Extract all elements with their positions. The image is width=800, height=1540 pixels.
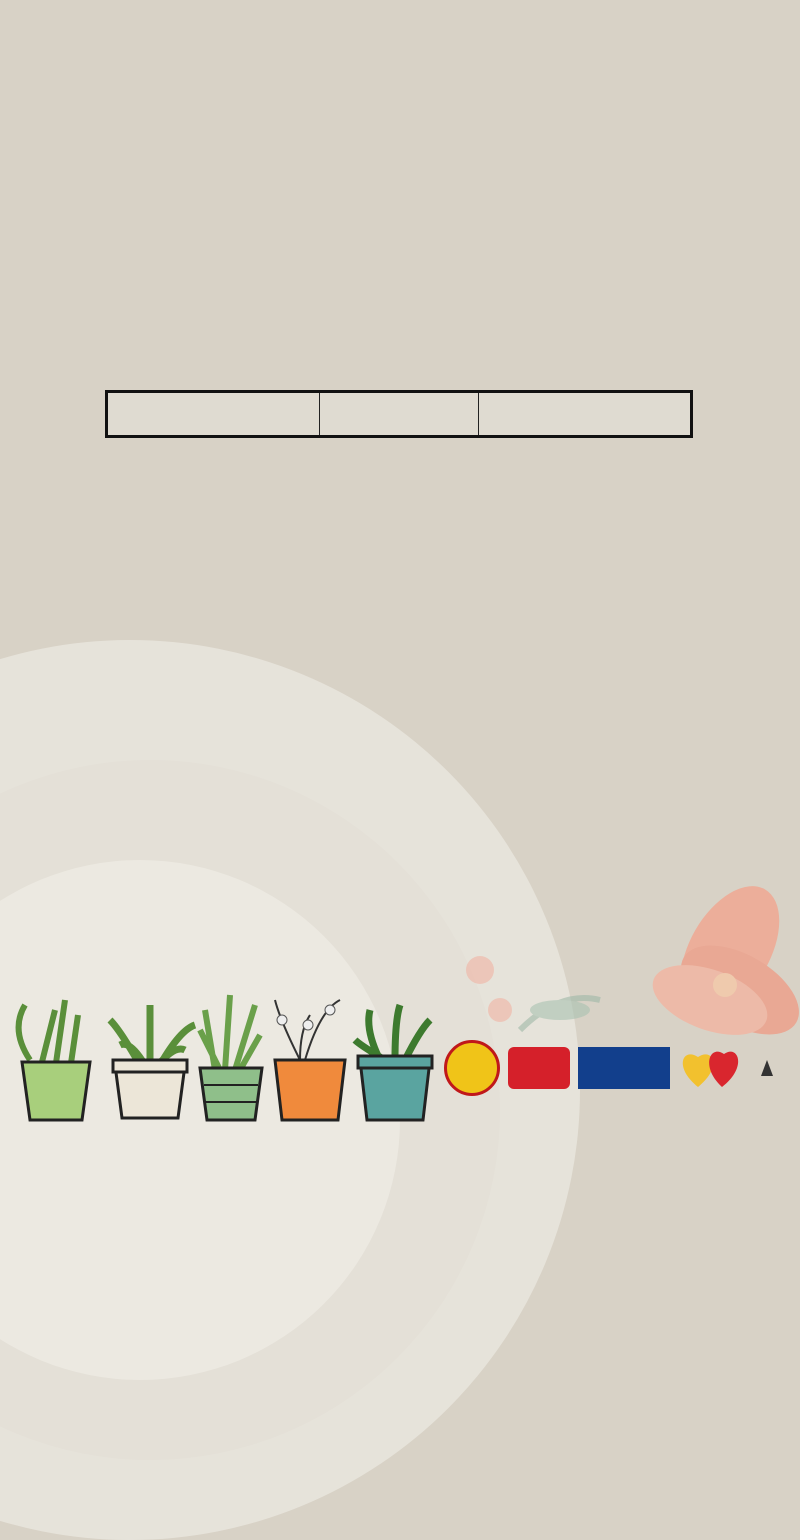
page-title	[100, 72, 710, 172]
plant-pot-5	[355, 1005, 432, 1120]
united-way-logo	[578, 1047, 670, 1089]
united-appeal-logo	[508, 1047, 570, 1089]
plant-pot-3	[200, 995, 262, 1120]
small-emblem-logo	[752, 1048, 782, 1088]
table-header-row	[107, 392, 692, 437]
schedule-table	[105, 390, 693, 438]
plant-pot-1	[19, 1000, 90, 1120]
header-session	[107, 392, 320, 437]
header-topic	[319, 392, 479, 437]
plant-pot-4	[275, 1000, 345, 1120]
header-content	[479, 392, 692, 437]
heart-logo	[678, 1042, 744, 1094]
taichung-logo	[444, 1040, 500, 1096]
plant-pot-2	[110, 1005, 195, 1118]
sponsor-logos	[444, 1040, 782, 1096]
